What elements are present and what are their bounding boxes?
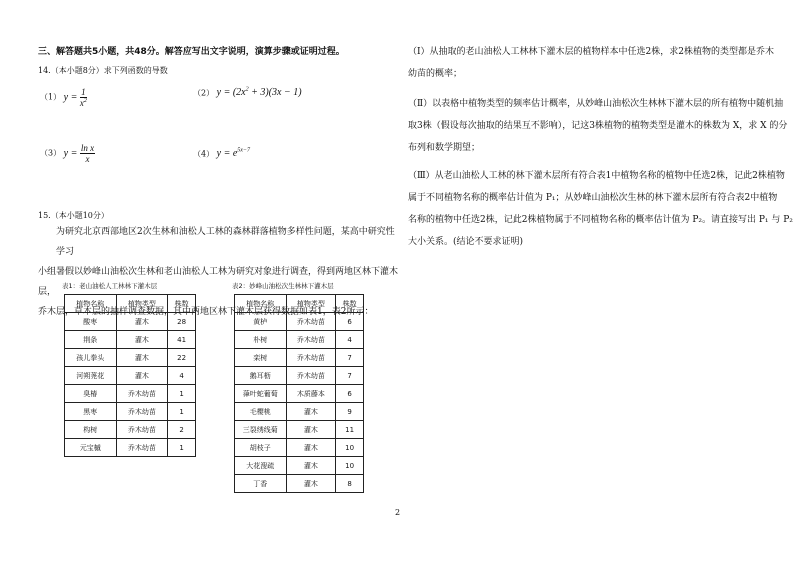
table-cell: 乔木幼苗 (116, 421, 168, 439)
table-cell: 荆条 (65, 331, 117, 349)
table-cell: 葎叶蛇葡萄 (235, 385, 287, 403)
table2-header-cell: 植物类型 (286, 295, 336, 313)
q15-paragraph-line: 为研究北京西部地区2次生林和油松人工林的森林群落植物多样性问题，某高中研究性学习 (56, 227, 395, 257)
page-number: 2 (395, 508, 401, 517)
part3-line: 大小关系。(结论不要求证明) (408, 237, 524, 247)
table-cell: 黑枣 (65, 403, 117, 421)
table-row (235, 475, 364, 493)
table-cell: 7 (336, 349, 364, 367)
table-row (235, 331, 364, 349)
table-cell: 28 (168, 313, 196, 331)
table-cell: 乔木幼苗 (286, 349, 336, 367)
table-cell: 乔木幼苗 (286, 313, 336, 331)
table1-header-cell: 植物类型 (116, 295, 168, 313)
table-cell: 臭椿 (65, 385, 117, 403)
table-cell: 胡枝子 (235, 439, 287, 457)
table-cell: 6 (336, 313, 364, 331)
q15-header: 15.（本小题10分） (38, 211, 109, 220)
table-cell: 4 (168, 367, 196, 385)
table-cell: 乔木幼苗 (116, 385, 168, 403)
q14-item-3-label: （3） (40, 148, 62, 158)
table2-header-row (235, 295, 364, 313)
part1-line: （Ⅰ）从抽取的老山油松人工林林下灌木层的植物样本中任选2株，求2株植物的类型都是乔木 (408, 47, 775, 57)
table-cell: 三裂绣线菊 (235, 421, 287, 439)
q14-item-2 (193, 87, 302, 98)
table-cell: 乔木幼苗 (116, 403, 168, 421)
table-cell: 河朔荛花 (65, 367, 117, 385)
table-row (235, 403, 364, 421)
table-cell: 栾树 (235, 349, 287, 367)
table-row (235, 385, 364, 403)
table-cell: 灌木 (286, 475, 336, 493)
table-row (235, 457, 364, 475)
table-cell: 大花溲疏 (235, 457, 287, 475)
table-cell: 灌木 (286, 421, 336, 439)
table-row (65, 421, 196, 439)
section-heading: 三、解答题共5小题，共48分。解答应写出文字说明，演算步骤或证明过程。 (38, 47, 345, 57)
table-cell: 乔木幼苗 (286, 367, 336, 385)
table-cell: 22 (168, 349, 196, 367)
table-cell: 乔木幼苗 (286, 331, 336, 349)
table-row (65, 331, 196, 349)
table-row (65, 439, 196, 457)
table-row (65, 403, 196, 421)
part3-line: （Ⅲ）从老山油松人工林的林下灌木层所有符合表1中植物名称的植物中任选2株，记此2株植物 (408, 171, 785, 181)
table-cell: 1 (168, 439, 196, 457)
table-cell: 4 (336, 331, 364, 349)
q14-header: 14.（本小题8分）求下列函数的导数 (38, 66, 168, 75)
q14-item-4 (193, 148, 250, 159)
table1-header-cell: 株数 (168, 295, 196, 313)
q14-item-2-label: （2） (193, 88, 215, 98)
q14-item-3 (40, 143, 95, 164)
table-cell: 灌木 (286, 439, 336, 457)
table-cell: 灌木 (116, 349, 168, 367)
table-row (65, 367, 196, 385)
q15-paragraph-line: 小组暑假以妙峰山油松次生林和老山油松人工林为研究对象进行调查，得到两地区林下灌木层， (38, 267, 399, 297)
table-cell: 鹅耳枥 (235, 367, 287, 385)
table-cell: 构树 (65, 421, 117, 439)
table1-header-cell: 植物名称 (65, 295, 117, 313)
table2-header-cell: 株数 (336, 295, 364, 313)
part2-line: 布列和数学期望； (408, 143, 481, 153)
table-cell: 木质藤本 (286, 385, 336, 403)
table-cell: 丁香 (235, 475, 287, 493)
table-cell: 6 (336, 385, 364, 403)
table-cell: 乔木幼苗 (116, 439, 168, 457)
q14-item-1 (40, 87, 87, 108)
table-row (235, 367, 364, 385)
table-cell: 元宝槭 (65, 439, 117, 457)
table-cell: 灌木 (286, 403, 336, 421)
table-cell: 朴树 (235, 331, 287, 349)
table1-caption: 表1：老山油松人工林林下灌木层 (62, 282, 158, 290)
table-cell: 8 (336, 475, 364, 493)
table-cell: 11 (336, 421, 364, 439)
part3-line: 名称的植物中任选2株，记此2株植物属于不同植物名称的概率估计值为 P₂。请直接写出 P₁ 与 P₂ (408, 215, 793, 225)
q14-item-2-formula: $y = (2x^2 + 3)(3x - 1)$ (216, 87, 302, 99)
table-row (235, 421, 364, 439)
table-row (65, 349, 196, 367)
q14-item-3-formula: y = $\frac{\text{ln x}}{x}$ (63, 143, 95, 164)
table-cell: 10 (336, 457, 364, 475)
table-row (235, 439, 364, 457)
table-cell: 灌木 (286, 457, 336, 475)
part3-line: 属于不同植物名称的概率估计值为 P₁；从妙峰山油松次生林的林下灌木层所有符合表2中植物 (408, 193, 778, 203)
table-cell: 灌木 (116, 313, 168, 331)
part2-line: （Ⅱ）以表格中植物类型的频率估计概率，从妙峰山油松次生林林下灌木层的所有植物中随机抽 (408, 99, 784, 109)
q14-item-4-formula: $y = e^{5x-7}$ (216, 148, 250, 160)
table-row (235, 313, 364, 331)
table-cell: 1 (168, 385, 196, 403)
table-row (235, 349, 364, 367)
table-cell: 41 (168, 331, 196, 349)
table-row (65, 385, 196, 403)
table2-header-cell: 植物名称 (235, 295, 287, 313)
table-row (65, 313, 196, 331)
part2-line: 取3株（假设每次抽取的结果互不影响），记这3株植物的植物类型是灌木的株数为 X，求 X 的分 (408, 121, 788, 131)
table-cell: 酸枣 (65, 313, 117, 331)
part1-line: 幼苗的概率； (408, 69, 463, 79)
table-cell: 10 (336, 439, 364, 457)
q14-item-1-formula: y = $\frac{1}{x^2}$ (63, 87, 87, 108)
table-cell: 孩儿拳头 (65, 349, 117, 367)
q14-item-4-label: （4） (193, 149, 215, 159)
table-cell: 2 (168, 421, 196, 439)
table2 (234, 294, 364, 493)
table-cell: 灌木 (116, 367, 168, 385)
table1-header-row (65, 295, 196, 313)
table-cell: 7 (336, 367, 364, 385)
table-cell: 毛樱桃 (235, 403, 287, 421)
q15-paragraph-line: 乔木层，草本层的抽样调查数据，其中两地区林下灌木层获得数据如表1，表2所示： (38, 307, 374, 317)
q14-item-1-label: （1） (40, 92, 62, 102)
table2-caption: 表2：妙峰山油松次生林林下灌木层 (232, 282, 334, 290)
table-cell: 1 (168, 403, 196, 421)
table-cell: 灌木 (116, 331, 168, 349)
table1 (64, 294, 196, 457)
table-cell: 9 (336, 403, 364, 421)
table-cell: 黄栌 (235, 313, 287, 331)
